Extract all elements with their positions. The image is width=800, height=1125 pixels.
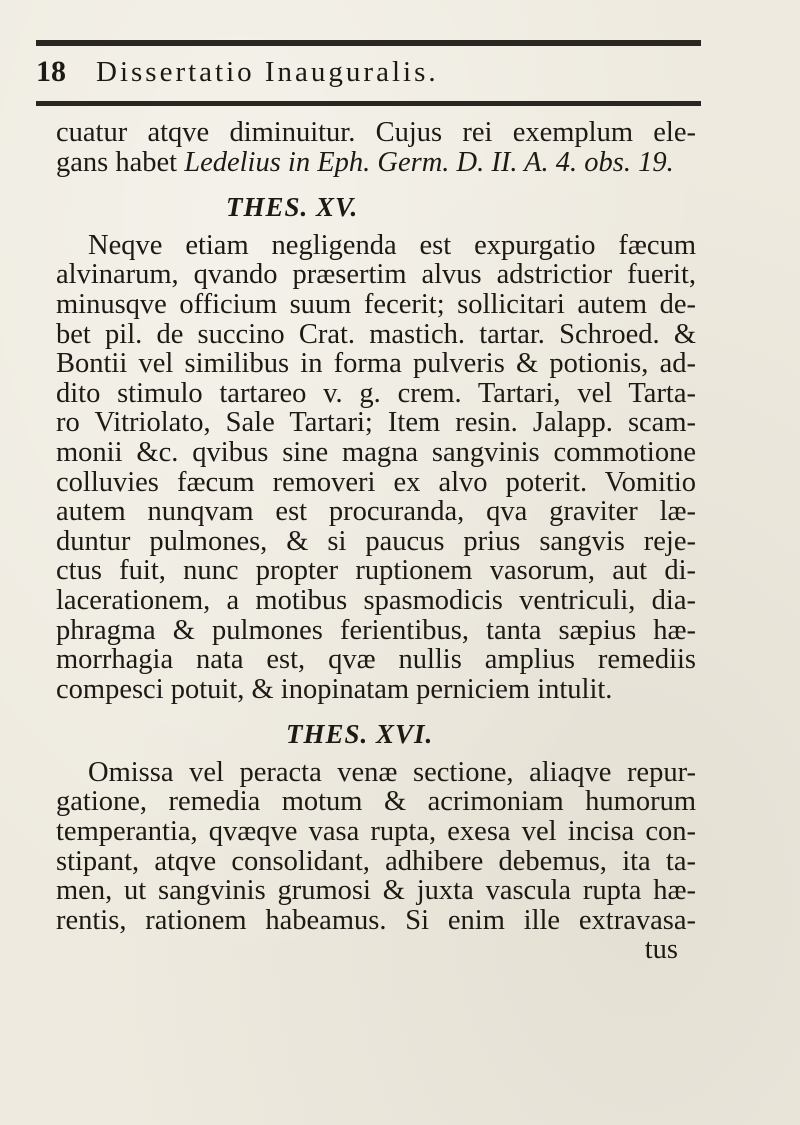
text-line: stipant, atqve consolidant, adhibere debemus, ita ta- xyxy=(56,846,696,877)
intro-line-2-start: gans habet xyxy=(56,147,185,178)
text-line: phragma & pulmones ferientibus, tanta sæpius hæ- xyxy=(56,615,696,646)
header-rule xyxy=(36,101,701,106)
text-line: duntur pulmones, & si paucus prius sangvis reje- xyxy=(56,526,696,557)
text-line: minusqve officium suum fecerit; sollicitari autem de- xyxy=(56,289,696,320)
thesis-15-heading: THES. XV. xyxy=(226,193,359,223)
text-line: ro Vitriolato, Sale Tartari; Item resin. Jalapp. scam- xyxy=(56,408,696,438)
thesis-16-paragraph xyxy=(56,758,696,965)
text-line: Omissa vel peracta venæ sectione, aliaqve repur- xyxy=(88,757,696,788)
thesis-15-paragraph xyxy=(56,231,696,705)
page-number: 18 xyxy=(36,55,66,88)
text-line: temperantia, qvæqve vasa rupta, exesa vel incisa con- xyxy=(56,817,696,847)
text-line: gatione, remedia motum & acrimoniam humorum xyxy=(56,787,696,818)
body-text xyxy=(56,118,696,965)
text-line: morrhagia nata est, qvæ nullis amplius remediis xyxy=(56,645,696,675)
spacer xyxy=(56,223,696,231)
text-line: Bontii vel similibus in forma pulveris & potionis, ad- xyxy=(56,349,696,379)
running-head: Dissertatio Inauguralis. xyxy=(96,56,439,88)
text-line: bet pil. de succino Crat. mastich. tartar. Schroed. & xyxy=(56,319,696,350)
catchword: tus xyxy=(644,935,678,966)
text-line: rentis, rationem habeamus. Si enim ille extravasa- xyxy=(56,905,696,936)
text-line: autem nunqvam est procuranda, qva graviter læ- xyxy=(56,497,696,527)
text-line: alvinarum, qvando præsertim alvus adstrictior fuerit, xyxy=(56,260,696,290)
top-ornamental-rule xyxy=(36,40,701,46)
intro-line-2 xyxy=(56,148,696,178)
text-line: colluvies fæcum removeri ex alvo poterit. Vomitio xyxy=(56,467,696,498)
text-line: Neqve etiam negligenda est expurgatio fæcum xyxy=(88,230,696,261)
page-header xyxy=(36,55,701,103)
text-line: lacerationem, a motibus spasmodicis ventriculi, dia- xyxy=(56,585,696,616)
citation-reference: Ledelius in Eph. Germ. D. II. A. 4. obs. 19. xyxy=(184,147,674,178)
text-line: ctus fuit, nunc propter ruptionem vasorum, aut di- xyxy=(56,556,696,586)
text-line: dito stimulo tartareo v. g. crem. Tartari, vel Tarta- xyxy=(56,378,696,409)
intro-line-1: cuatur atqve diminuitur. Cujus rei exemplum ele- xyxy=(56,118,696,148)
thesis-16-heading: THES. XVI. xyxy=(286,720,434,750)
text-line: compesci potuit, & inopinatam perniciem intulit. xyxy=(56,674,613,705)
spacer xyxy=(56,704,696,720)
text-line: monii &c. qvibus sine magna sangvinis commotione xyxy=(56,437,696,468)
text-line: men, ut sangvinis grumosi & juxta vascula rupta hæ- xyxy=(56,876,696,906)
spacer xyxy=(56,177,696,193)
spacer xyxy=(56,750,696,758)
